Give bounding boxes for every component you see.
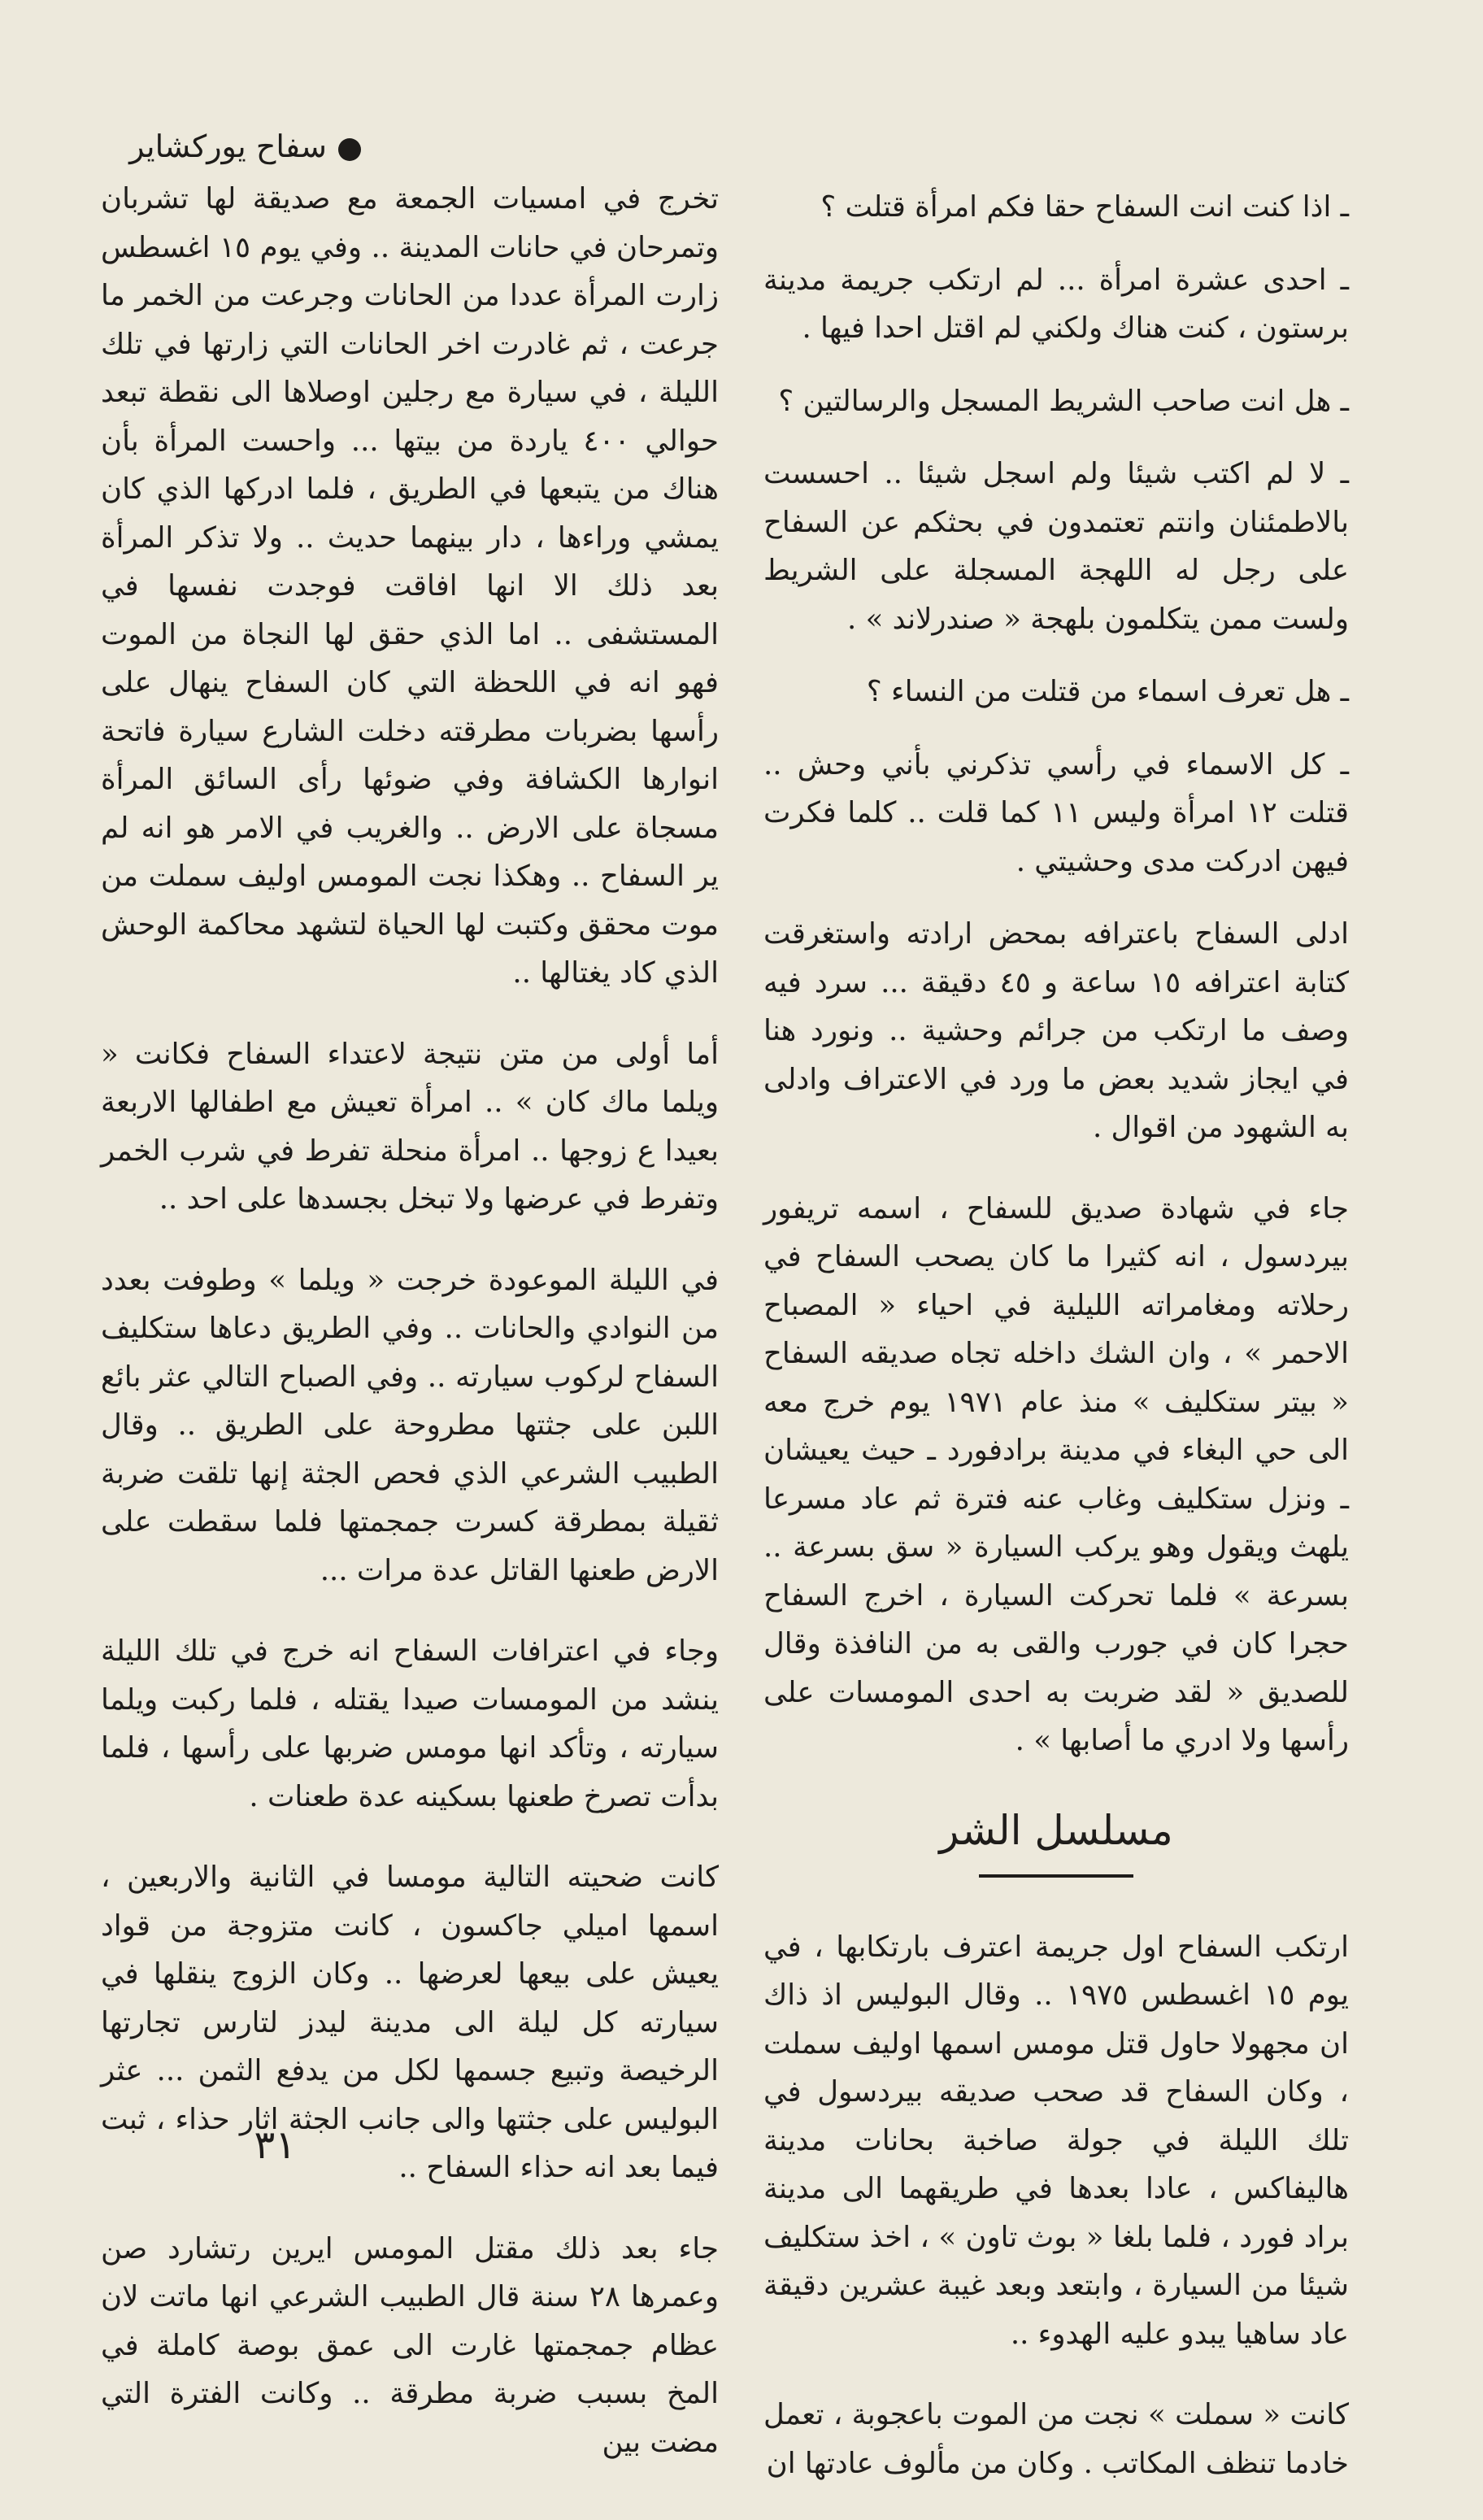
left-column: [101, 175, 719, 2499]
dialogue-line: ـ احدى عشرة امرأة ... لم ارتكب جريمة مدينة برستون ، كنت هناك ولكني لم اقتل احدا فيها .: [763, 263, 1349, 345]
dialogue-line: ـ كل الاسماء في رأسي تذكرني بأني وحش .. قتلت ١٢ امرأة وليس ١١ كما قلت .. كلما فكرت فيهن ادركت مدى وحشيتي .: [763, 747, 1349, 878]
body-paragraph: جاء في شهادة صديق للسفاح ، اسمه تريفور بيردسول ، انه كثيرا ما كان يصحب السفاح في رحلاته ومغامراته الليلية في احياء « المصباح الاحمر » ، وان الشك داخله تجاه صديقه السفاح « بيتر ستكليف » منذ عام ١٩٧١ يوم خرج معه الى حي البغاء في مدينة برادفورد ـ حيث يعيشان ـ ونزل ستكليف وغاب عنه فترة ثم عاد مسرعا يلهث ويقول وهو يركب السيارة « سق بسرعة .. بسرعة » فلما تحركت السيارة ، اخرج السفاح حجرا كان في جورب والقى به من النافذة وقال للصديق « لقد ضربت به احدى المومسات على رأسها ولا ادري ما أصابها » .: [763, 1191, 1349, 1757]
dialogue-line: ـ اذا كنت انت السفاح حقا فكم امرأة قتلت ؟: [820, 190, 1349, 224]
header-title: سفاح يوركشاير: [129, 128, 327, 164]
dialogue-line: ـ هل انت صاحب الشريط المسجل والرسالتين ؟: [778, 384, 1349, 418]
running-header: [129, 122, 361, 171]
section-title: مسلسل الشر: [939, 1806, 1173, 1854]
body-paragraph: وجاء في اعترافات السفاح انه خرج في تلك الليلة ينشد من المومسات صيدا يقتله ، فلما ركبت ويلما سيارته ، وتأكد انها مومس ضربها على رأسها ، فلما بدأت تصرخ طعنها بسكينه عدة طعنات .: [101, 1634, 719, 1813]
right-column: [763, 183, 1349, 2520]
interrogation-dialogue: [763, 183, 1349, 886]
body-paragraph: في الليلة الموعودة خرجت « ويلما » وطوفت بعدد من النوادي والحانات .. وفي الطريق دعاها ستكليف السفاح لركوب سيارته .. وفي الصباح التالي عثر بائع اللبن على جثتها مطروحة على الطريق .. وقال الطبيب الشرعي الذي فحص الجثة إنها تلقت ضربة ثقيلة بمطرقة كسرت جمجمتها فلما سقطت على الارض طعنها القاتل عدة مرات ...: [101, 1263, 719, 1587]
body-paragraph: ادلى السفاح باعترافه بمحض ارادته واستغرقت كتابة اعترافه ١٥ ساعة و ٤٥ دقيقة ... سرد فيه وصف ما ارتكب من جرائم وحشية .. ونورد هنا في ايجاز شديد بعض ما ورد في الاعتراف وادلى به الشهود من اقوال .: [763, 917, 1349, 1144]
dialogue-line: ـ هل تعرف اسماء من قتلت من النساء ؟: [866, 675, 1349, 708]
body-paragraph: أما أولى من متن نتيجة لاعتداء السفاح فكانت « ويلما ماك كان » .. امرأة تعيش مع اطفالها الاربعة بعيدا ع زوجها .. امرأة منحلة تفرط في شرب الخمر وتفرط في عرضها ولا تبخل بجسدها على احد ..: [101, 1037, 719, 1216]
body-paragraph: جاء بعد ذلك مقتل المومس ايرين رتشارد صن وعمرها ٢٨ سنة قال الطبيب الشرعي انها ماتت لان عظام جمجمتها غارت الى عمق بوصة كاملة في المخ بسبب ضربة مطرقة .. وكانت الفترة التي مضت بين: [101, 2231, 719, 2459]
page-number: ٣١: [254, 2122, 296, 2168]
dialogue-line: ـ لا لم اكتب شيئا ولم اسجل شيئا .. احسست بالاطمئنان وانتم تعتمدون في بحثكم عن السفاح على رجل له اللهجة المسجلة على الشريط ولست ممن يتكلمون بلهجة « صندرلاند » .: [763, 457, 1349, 636]
body-paragraph: ارتكب السفاح اول جريمة اعترف بارتكابها ، في يوم ١٥ اغسطس ١٩٧٥ .. وقال البوليس اذ ذاك ان مجهولا حاول قتل مومس اسمها اوليف سملت ، وكان السفاح قد صحب صديقه بيردسول في تلك الليلة في جولة صاخبة بحانات مدينة هاليفاكس ، عادا بعدها في طريقهما الى مدينة براد فورد ، فلما بلغا « بوث تاون » ، اخذ ستكليف شيئا من السيارة ، وابتعد وبعد غيبة عشرين دقيقة عاد ساهيا يبدو عليه الهدوء ..: [763, 1930, 1350, 2351]
section-rule: [979, 1874, 1133, 1878]
body-paragraph: كانت ضحيته التالية مومسا في الثانية والاربعين ، اسمها اميلي جاكسون ، كانت متزوجة من قواد يعيش على بيعها لعرضها .. وكان الزوج ينقلها في سيارته كل ليلة الى مدينة ليدز لتارس تجارتها الرخيصة وتبيع جسمها لكل من يدفع الثمن ... عثر البوليس على جثتها والى جانب الجثة اثار حذاء ، ثبت فيما بعد انه حذاء السفاح ..: [101, 1861, 719, 2184]
body-paragraph: كانت « سملت » نجت من الموت باعجوبة ، تعمل خادما تنظف المكاتب . وكان من مألوف عادتها ان: [763, 2398, 1349, 2480]
bullet-icon: [338, 138, 361, 161]
body-paragraph: تخرج في امسيات الجمعة مع صديقة لها تشربان وتمرحان في حانات المدينة .. وفي يوم ١٥ اغسطس زارت المرأة عددا من الحانات وجرعت من الخمر ما جرعت ، ثم غادرت اخر الحانات التي زارتها في تلك الليلة ، في سيارة مع رجلين اوصلاها الى نقطة تبعد حوالي ٤٠٠ ياردة من بيتها ... واحست المرأة بأن هناك من يتبعها في الطريق ، فلما ادركها الذي كان يمشي وراءها ، دار بينهما حديث .. ولا تذكر المرأة بعد ذلك الا انها افاقت فوجدت نفسها في المستشفى .. اما الذي حقق لها النجاة من الموت فهو انه في اللحظة التي كان السفاح ينهال على رأسها بضربات مطرقته دخلت الشارع سيارة فاتحة انوارها الكشافة وفي ضوئها رأى السائق المرأة مسجاة على الارض .. والغريب في الامر هو انه لم ير السفاح .. وهكذا نجت المومس اوليف سملت من موت محقق وكتبت لها الحياة لتشهد محاكمة الوحش الذي كاد يغتالها ..: [101, 182, 719, 990]
